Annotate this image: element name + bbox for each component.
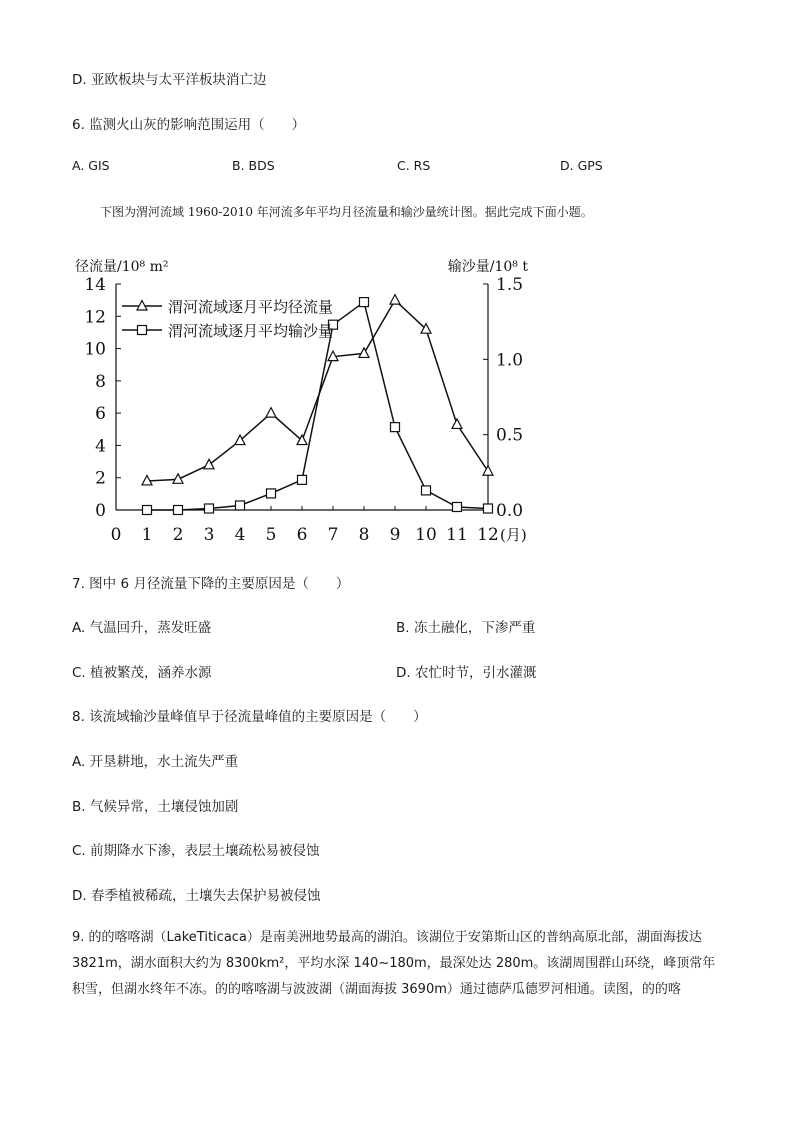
q5-option-d: D. 亚欧板块与太平洋板块消亡边 xyxy=(72,72,267,88)
sediment-point xyxy=(453,502,462,511)
q7-option-d: D. 农忙时节，引水灌溉 xyxy=(396,665,537,681)
sediment-point xyxy=(360,298,369,307)
sediment-point xyxy=(391,423,400,432)
left-tick-label: 12 xyxy=(84,307,106,328)
right-tick-label: 1.5 xyxy=(496,275,524,295)
left-tick-label: 0 xyxy=(95,501,106,521)
right-tick-label: 0.0 xyxy=(496,501,524,521)
runoff-point xyxy=(359,348,369,358)
q6-option-b: B. BDS xyxy=(232,158,275,173)
x-tick-label: 11 xyxy=(446,525,468,545)
sediment-point xyxy=(298,475,307,484)
sediment-point xyxy=(422,486,431,495)
legend-square-marker xyxy=(138,326,147,335)
x-tick-label: 3 xyxy=(203,525,215,545)
q8-option-c: C. 前期降水下渗，表层土壤疏松易被侵蚀 xyxy=(72,843,320,859)
x-tick-label: 7 xyxy=(327,525,339,545)
x-tick-label: 0 xyxy=(110,525,122,545)
left-tick-label: 2 xyxy=(95,468,106,489)
q6-option-a: A. GIS xyxy=(72,158,110,173)
sediment-point xyxy=(267,489,276,498)
sediment-point xyxy=(484,504,493,513)
sediment-point xyxy=(236,501,245,510)
q6-option-d: D. GPS xyxy=(560,158,603,173)
q6-option-c: C. RS xyxy=(397,158,431,173)
x-tick-label: 6 xyxy=(296,525,308,545)
legend-label: 渭河流域逐月平均输沙量 xyxy=(168,322,334,340)
x-tick-label: 12 xyxy=(477,525,499,545)
sediment-point xyxy=(143,506,152,515)
q9-paragraph: 9. 的的喀喀湖（LakeTiticaca）是南美洲地势最高的湖泊。该湖位于安第斯山区的普纳高原北部，湖面海拔达 3821m，湖水面积大约为 8300km²，平均水深 140~180m，最深处达 280m。该湖周围群山环绕，峰顶常年积雪，但湖水终年不冻。的的喀喀湖与波波湖（湖面海拔 3690m）通过德萨瓜德罗河相通。读图，的的喀 xyxy=(72,930,716,997)
x-tick-label: 9 xyxy=(389,525,401,545)
legend-label: 渭河流域逐月平均径流量 xyxy=(168,298,334,316)
q7-stem: 7. 图中 6 月径流量下降的主要原因是（ ） xyxy=(72,576,350,592)
runoff-point xyxy=(452,419,462,429)
x-tick-label: 10 xyxy=(415,525,437,545)
runoff-point xyxy=(266,408,276,418)
q6-stem: 6. 监测火山灰的影响范围运用（ ） xyxy=(72,117,306,133)
runoff-sediment-chart xyxy=(60,248,550,548)
x-tick-label: 5 xyxy=(265,525,277,545)
x-tick-label: 1 xyxy=(141,525,153,545)
q8-option-a: A. 开垦耕地，水土流失严重 xyxy=(72,754,239,770)
left-tick-label: 14 xyxy=(84,275,106,295)
x-tick-label: 2 xyxy=(172,525,184,545)
left-tick-label: 4 xyxy=(95,436,106,457)
q8-option-d: D. 春季植被稀疏，土壤失去保护易被侵蚀 xyxy=(72,888,321,904)
runoff-point xyxy=(173,474,183,484)
x-tick-label: 8 xyxy=(358,525,370,545)
x-tick-label: 4 xyxy=(234,525,246,545)
right-axis-title: 输沙量/10⁸ t xyxy=(447,259,528,275)
q8-stem: 8. 该流域输沙量峰值早于径流量峰值的主要原因是（ ） xyxy=(72,709,427,725)
q7-option-b: B. 冻土融化，下渗严重 xyxy=(396,620,536,636)
q7-option-c: C. 植被繁茂，涵养水源 xyxy=(72,665,212,681)
left-axis-title: 径流量/10⁸ m² xyxy=(75,259,169,275)
left-tick-label: 6 xyxy=(95,404,106,425)
chart-intro: 下图为渭河流域 1960-2010 年河流多年平均月径流量和输沙量统计图。据此完成下面小题。 xyxy=(100,205,593,219)
q8-option-b: B. 气候异常，土壤侵蚀加剧 xyxy=(72,799,239,815)
left-tick-label: 8 xyxy=(95,371,106,392)
runoff-point xyxy=(390,295,400,305)
x-axis-suffix: (月) xyxy=(500,526,527,544)
right-tick-label: 1.0 xyxy=(496,350,524,371)
left-tick-label: 10 xyxy=(84,339,106,360)
sediment-point xyxy=(174,506,183,515)
runoff-point xyxy=(204,459,214,469)
right-tick-label: 0.5 xyxy=(496,425,524,446)
q7-option-a: A. 气温回升，蒸发旺盛 xyxy=(72,620,212,636)
sediment-point xyxy=(205,504,214,513)
